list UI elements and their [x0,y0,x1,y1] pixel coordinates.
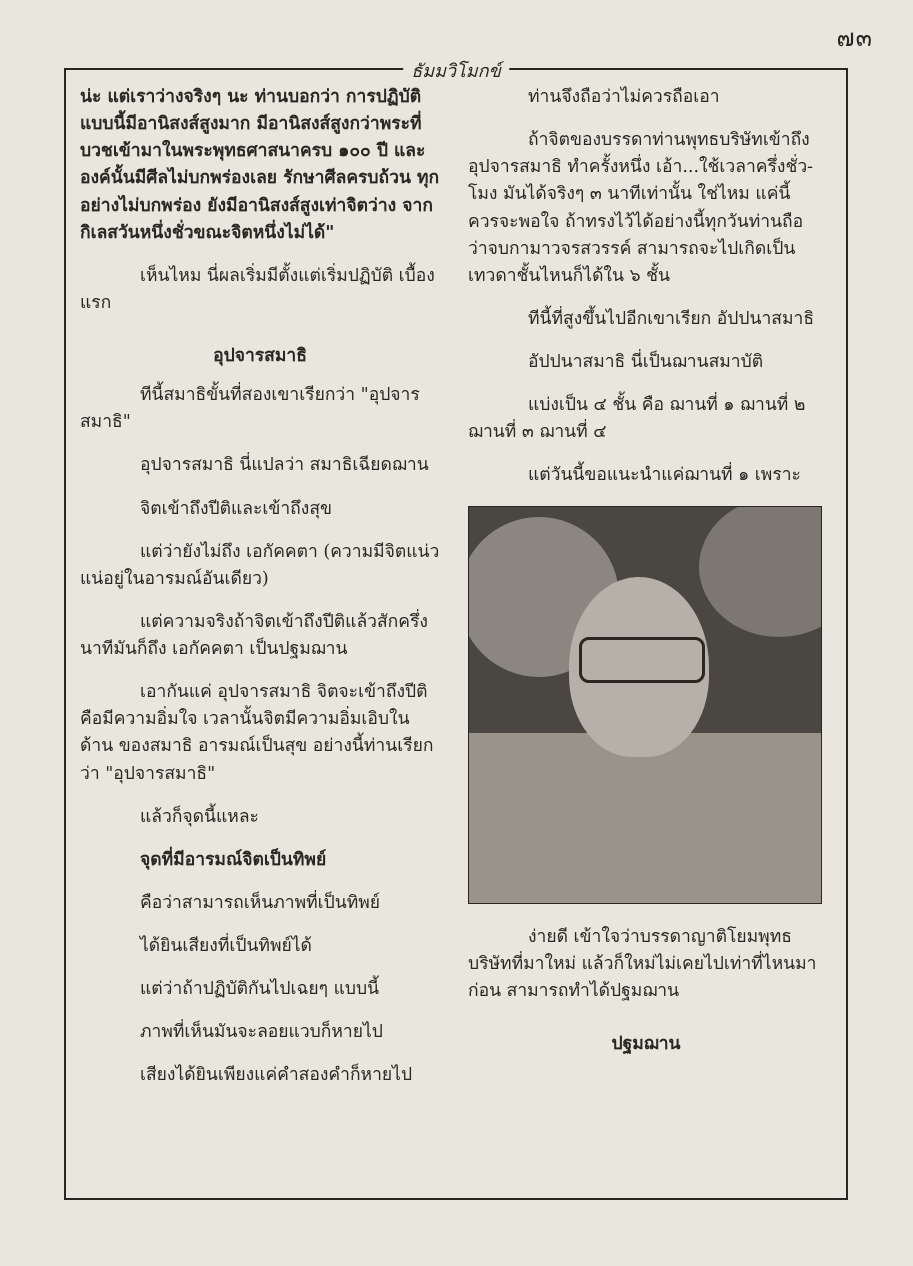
paragraph: เห็นไหม นี่ผลเริ่มมีตั้งแต่เริ่มปฏิบัติ เบื้องแรก [80,265,435,313]
paragraph: แต่ว่ายังไม่ถึง เอกัคคตา (ความมีจิตแน่ว แน่อยู่ในอารมณ์อันเดียว) [80,541,440,589]
section-heading: อุปจารสมาธิ [213,346,307,366]
paragraph: ง่ายดี เข้าใจว่าบรรดาญาติโยมพุทธ บริษัทที่มาใหม่ แล้วก็ใหม่ไม่เคยไปเท่าที่ไหนมา ก่อน สามารถทำได้ปฐมฌาน [468,926,817,1001]
paragraph: อัปปนาสมาธิ นี่เป็นฌานสมาบัติ [528,352,764,372]
paragraph: ท่านจึงถือว่าไม่ควรถือเอา [528,87,720,107]
page-number: ๗๓ [836,24,873,52]
right-column [468,84,824,1070]
paragraph: จุดที่มีอารมณ์จิตเป็นทิพย์ [140,849,327,870]
paragraph: ทีนี้สมาธิขั้นที่สองเขาเรียกว่า "อุปจาร สมาธิ" [80,385,420,433]
running-header: ธัมมวิโมกข์ [403,56,509,85]
paragraph: เสียงได้ยินเพียงแค่คำสองคำก็หายไป [140,1065,413,1086]
robe-shape [469,733,821,903]
flower-background-shape [699,506,822,637]
monk-portrait-photo [468,506,822,904]
paragraph: ทีนี้ที่สูงขึ้นไปอีกเขาเรียก อัปปนาสมาธิ [528,308,815,329]
glasses-icon [579,637,705,683]
section-heading: ปฐมฌาน [611,1033,681,1054]
paragraph: แล้วก็จุดนี้แหละ [140,806,259,827]
paragraph: แต่ว่าถ้าปฏิบัติกันไปเฉยๆ แบบนี้ [140,979,380,1000]
paragraph: ถ้าจิตของบรรดาท่านพุทธบริษัทเข้าถึง อุปจารสมาธิ ทำครั้งหนึ่ง เอ้า...ใช้เวลาครึ่งชั่ว- โมง มันได้จริงๆ ๓ นาทีเท่านั้น ใช่ไหม แค่นี้ ควรจะพอใจ ถ้าทรงไว้ได้อย่างนี้ทุกวันท่านถือ ว่าจบกามาวจรสวรรค์ สามารถจะไปเกิดเป็น เทวดาชั้นไหนก็ได้ใน ๖ ชั้น [468,130,814,286]
paragraph: อุปจารสมาธิ นี่แปลว่า สมาธิเฉียดฌาน [140,455,429,476]
paragraph: เอากันแค่ อุปจารสมาธิ จิตจะเข้าถึงปีติ คือมีความอิ่มใจ เวลานั้นจิตมีความอิ่มเอิบในด้าน ของสมาธิ อารมณ์เป็นสุข อย่างนี้ท่านเรียกว่า "อุปจารสมาธิ" [80,682,434,784]
paragraph: แต่วันนี้ขอแนะนำแค่ฌานที่ ๑ เพราะ [528,465,801,486]
paragraph: แบ่งเป็น ๔ ชั้น คือ ฌานที่ ๑ ฌานที่ ๒ ฌานที่ ๓ ฌานที่ ๔ [468,395,806,443]
paragraph: ได้ยินเสียงที่เป็นทิพย์ได้ [140,936,312,956]
paragraph: ภาพที่เห็นมันจะลอยแวบก็หายไป [140,1022,383,1043]
content-frame [64,61,848,1200]
paragraph: จิตเข้าถึงปีติและเข้าถึงสุข [140,498,332,519]
intro-paragraph: น่ะ แต่เราว่างจริงๆ นะ ท่านบอกว่า การปฏิบัติ แบบนี้มีอานิสงส์สูงมาก มีอานิสงส์สูงกว่าพระที่ บวชเข้ามาในพระพุทธศาสนาครบ ๑๐๐ ปี และ องค์นั้นมีศีลไม่บกพร่องเลย รักษาศีลครบถ้วน ทุกอย่างไม่บกพร่อง ยังมีอานิสงส์สูงเท่าจิตว่าง จากกิเลสวันหนึ่งชั่วขณะจิตหนึ่งไม่ได้" [80,87,440,243]
paragraph: แต่ความจริงถ้าจิตเข้าถึงปีติแล้วสักครึ่ง นาทีมันก็ถึง เอกัคคตา เป็นปฐมฌาน [80,611,428,659]
paragraph: คือว่าสามารถเห็นภาพที่เป็นทิพย์ [140,892,381,913]
left-column [80,84,440,1106]
